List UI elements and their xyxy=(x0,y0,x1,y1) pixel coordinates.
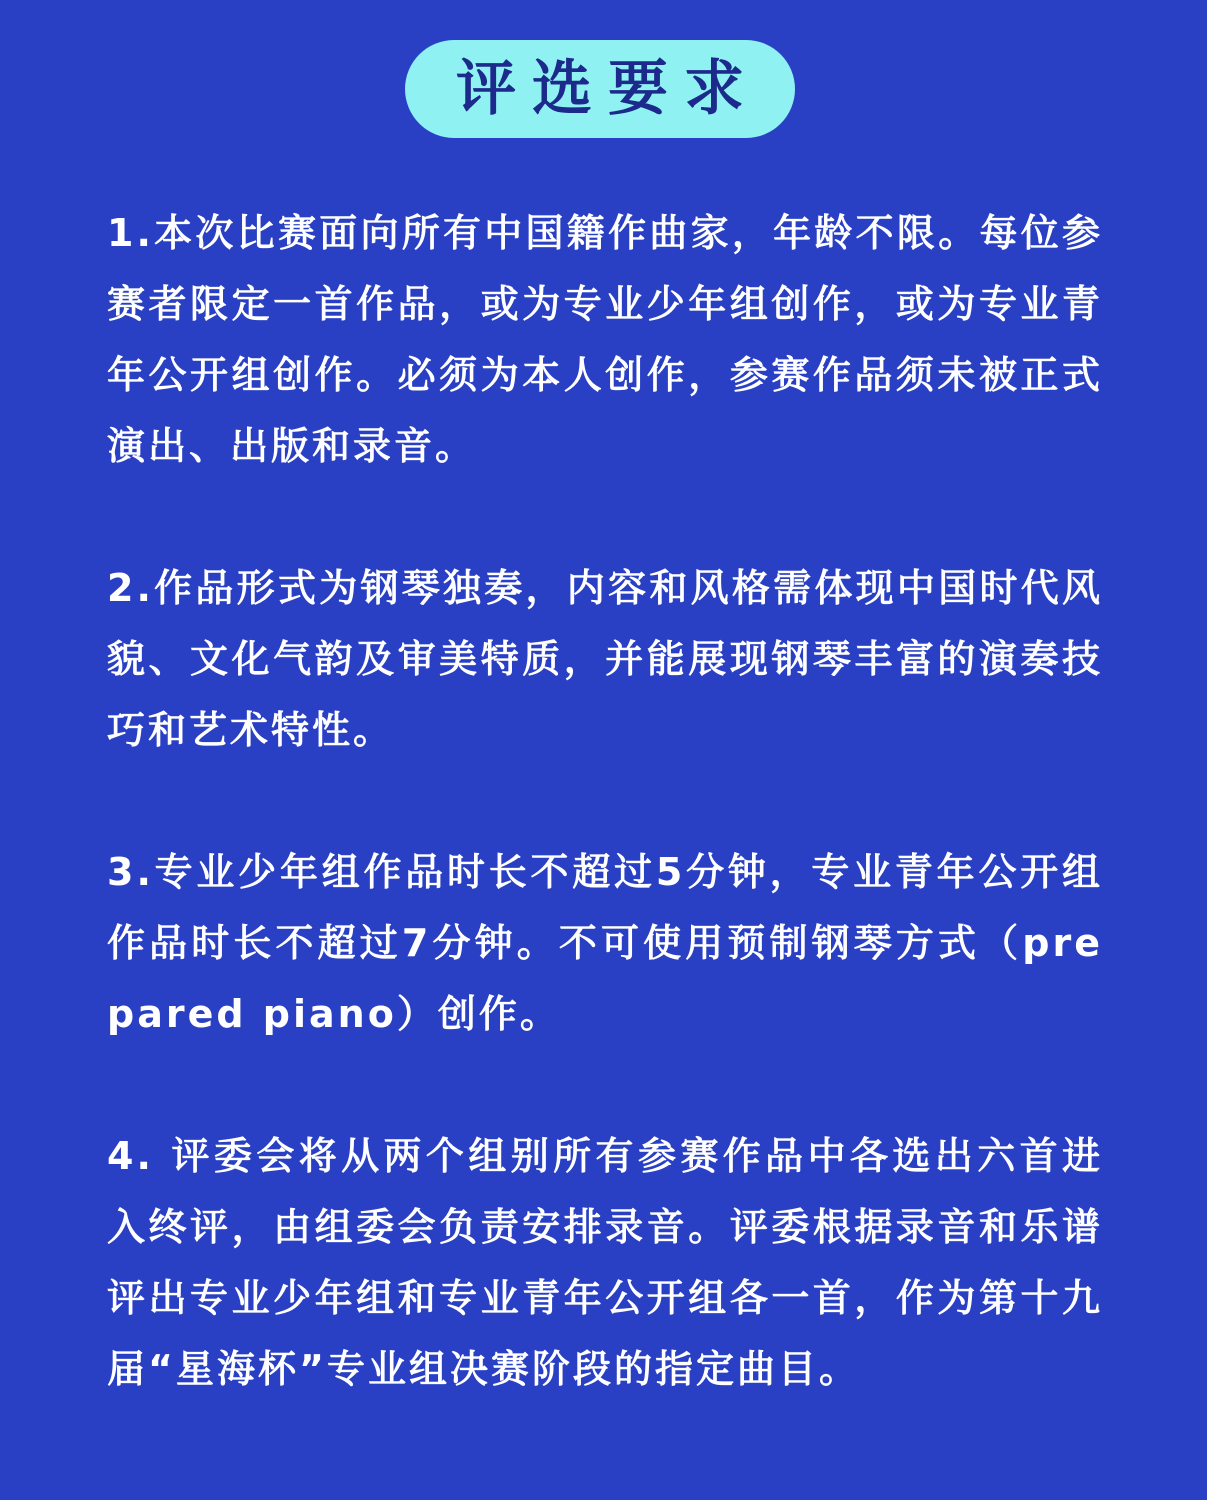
requirements-list xyxy=(107,198,1103,1405)
requirement-item-3: 3.专业少年组作品时长不超过5分钟，专业青年公开组作品时长不超过7分钟。不可使用预制钢琴方式（prepared piano）创作。 xyxy=(107,850,1103,1036)
section-title: 评选要求 xyxy=(456,54,760,124)
section-title-badge xyxy=(405,40,795,138)
requirement-item-2: 2.作品形式为钢琴独奏，内容和风格需体现中国时代风貌、文化气韵及审美特质，并能展现钢琴丰富的演奏技巧和艺术特性。 xyxy=(107,566,1103,752)
requirement-item-1: 1.本次比赛面向所有中国籍作曲家，年龄不限。每位参赛者限定一首作品，或为专业少年组创作，或为专业青年公开组创作。必须为本人创作，参赛作品须未被正式演出、出版和录音。 xyxy=(107,211,1103,468)
requirement-item-4: 4. 评委会将从两个组别所有参赛作品中各选出六首进入终评，由组委会负责安排录音。评委根据录音和乐谱评出专业少年组和专业青年公开组各一首，作为第十九届“星海杯”专业组决赛阶段的指定曲目。 xyxy=(107,1134,1103,1391)
